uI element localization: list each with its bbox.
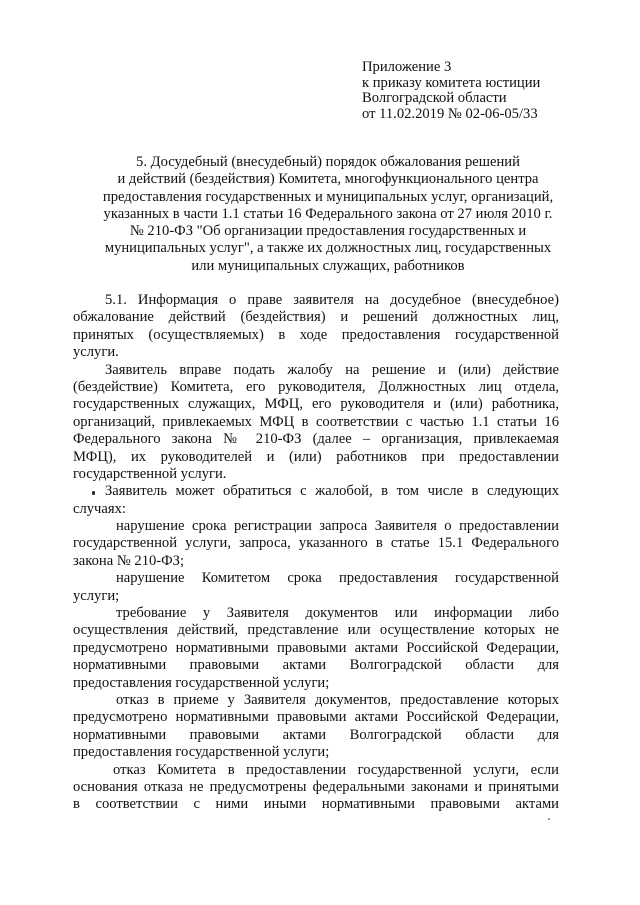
- case-item: [73, 570, 559, 605]
- paragraph-complaint-right: [73, 362, 559, 484]
- text-line: отказ Комитета в предоставлении государственной услуги, если: [113, 761, 559, 778]
- scan-mark: [92, 491, 95, 495]
- section-title-line: предоставления государственных и муниципальных услуг, организаций,: [102, 188, 554, 205]
- text-line: Федерального закона № 210-ФЗ (далее – организация, привлекаемая: [73, 431, 559, 448]
- section-title: [80, 154, 576, 275]
- text-line: нормативными правовыми актами Волгоградской области для: [73, 657, 559, 674]
- text-line: Заявитель вправе подать жалобу на решение и (или) действие: [105, 361, 559, 378]
- text-line: обжалование действий (бездействия) и решений должностных лиц,: [73, 309, 559, 326]
- appendix-number: Приложение 3: [362, 59, 452, 75]
- section-title-line: № 210-ФЗ "Об организации предоставления государственных и: [129, 223, 527, 240]
- case-item: [73, 762, 559, 814]
- text-line: (бездействие) Комитета, его руководителя, Должностных лиц отдела,: [73, 378, 559, 395]
- text-line: предусмотрено нормативными правовыми актами Российской Федерации,: [73, 709, 559, 726]
- text-line: государственной услуги, запроса, указанного в статье 15.1 Федерального: [73, 535, 559, 552]
- section-title-line: и действий (бездействия) Комитета, многофункционального центра: [117, 171, 539, 188]
- text-line: предусмотрено нормативными правовыми актами Российской Федерации,: [73, 639, 559, 656]
- text-line: предоставления государственной услуги;: [73, 674, 330, 691]
- text-line: отказ в приеме у Заявителя документов, предоставление которых: [116, 691, 559, 708]
- section-title-line: муниципальных услуг", а также их должностных лиц, государственных: [104, 240, 552, 257]
- section-title-line: 5. Досудебный (внесудебный) порядок обжалования решений: [136, 154, 520, 170]
- text-line: нормативными правовыми актами Волгоградской области для: [73, 726, 559, 743]
- text-line: услуги.: [73, 344, 119, 361]
- text-line: государственной услуги.: [73, 465, 227, 482]
- scan-speck: [548, 818, 550, 820]
- appendix-region: Волгоградской области: [362, 90, 507, 106]
- text-line: принятых (осуществляемых) в ходе предоставления государственной: [73, 326, 559, 343]
- appendix-header: [362, 60, 612, 122]
- section-title-line: или муниципальных служащих, работников: [191, 257, 465, 274]
- text-line: случаях:: [73, 500, 126, 517]
- text-line: нарушение Комитетом срока предоставления государственной: [116, 570, 559, 587]
- appendix-date-number: от 11.02.2019 № 02-06-05/33: [362, 105, 538, 122]
- text-line: 5.1. Информация о праве заявителя на досудебное (внесудебное): [105, 292, 559, 308]
- text-line: государственных служащих, МФЦ, его руководителя и (или) работника,: [73, 396, 559, 413]
- text-line: предоставления государственной услуги;: [73, 744, 330, 761]
- case-item: [73, 692, 559, 762]
- text-line: Заявитель может обратиться с жалобой, в том числе в следующих: [105, 483, 559, 500]
- appendix-order-ref: к приказу комитета юстиции: [362, 74, 541, 91]
- document-body: [73, 292, 559, 814]
- paragraph-cases-intro: [73, 483, 559, 518]
- text-line: осуществления действий, представление или осуществление которых не: [73, 622, 559, 639]
- text-line: закона № 210-ФЗ;: [73, 552, 185, 569]
- text-line: нарушение срока регистрации запроса Заявителя о предоставлении: [116, 518, 559, 535]
- text-line: основания отказа не предусмотрены федеральными законами и принятыми: [73, 778, 559, 795]
- section-title-line: указанных в части 1.1 статьи 16 Федерального закона от 27 июля 2010 г.: [103, 205, 553, 222]
- text-line: услуги;: [73, 587, 120, 604]
- text-line: в соответствии с ними иными нормативными правовыми актами: [73, 796, 559, 813]
- text-line: МФЦ), их руководителей и (или) работников при предоставлении: [73, 448, 559, 465]
- text-line: организаций, привлекаемых МФЦ в соответствии с частью 1.1 статьи 16: [73, 413, 559, 430]
- paragraph-5-1: [73, 292, 559, 362]
- case-item: [73, 518, 559, 570]
- case-item: [73, 605, 559, 692]
- text-line: требование у Заявителя документов или информации либо: [116, 605, 559, 622]
